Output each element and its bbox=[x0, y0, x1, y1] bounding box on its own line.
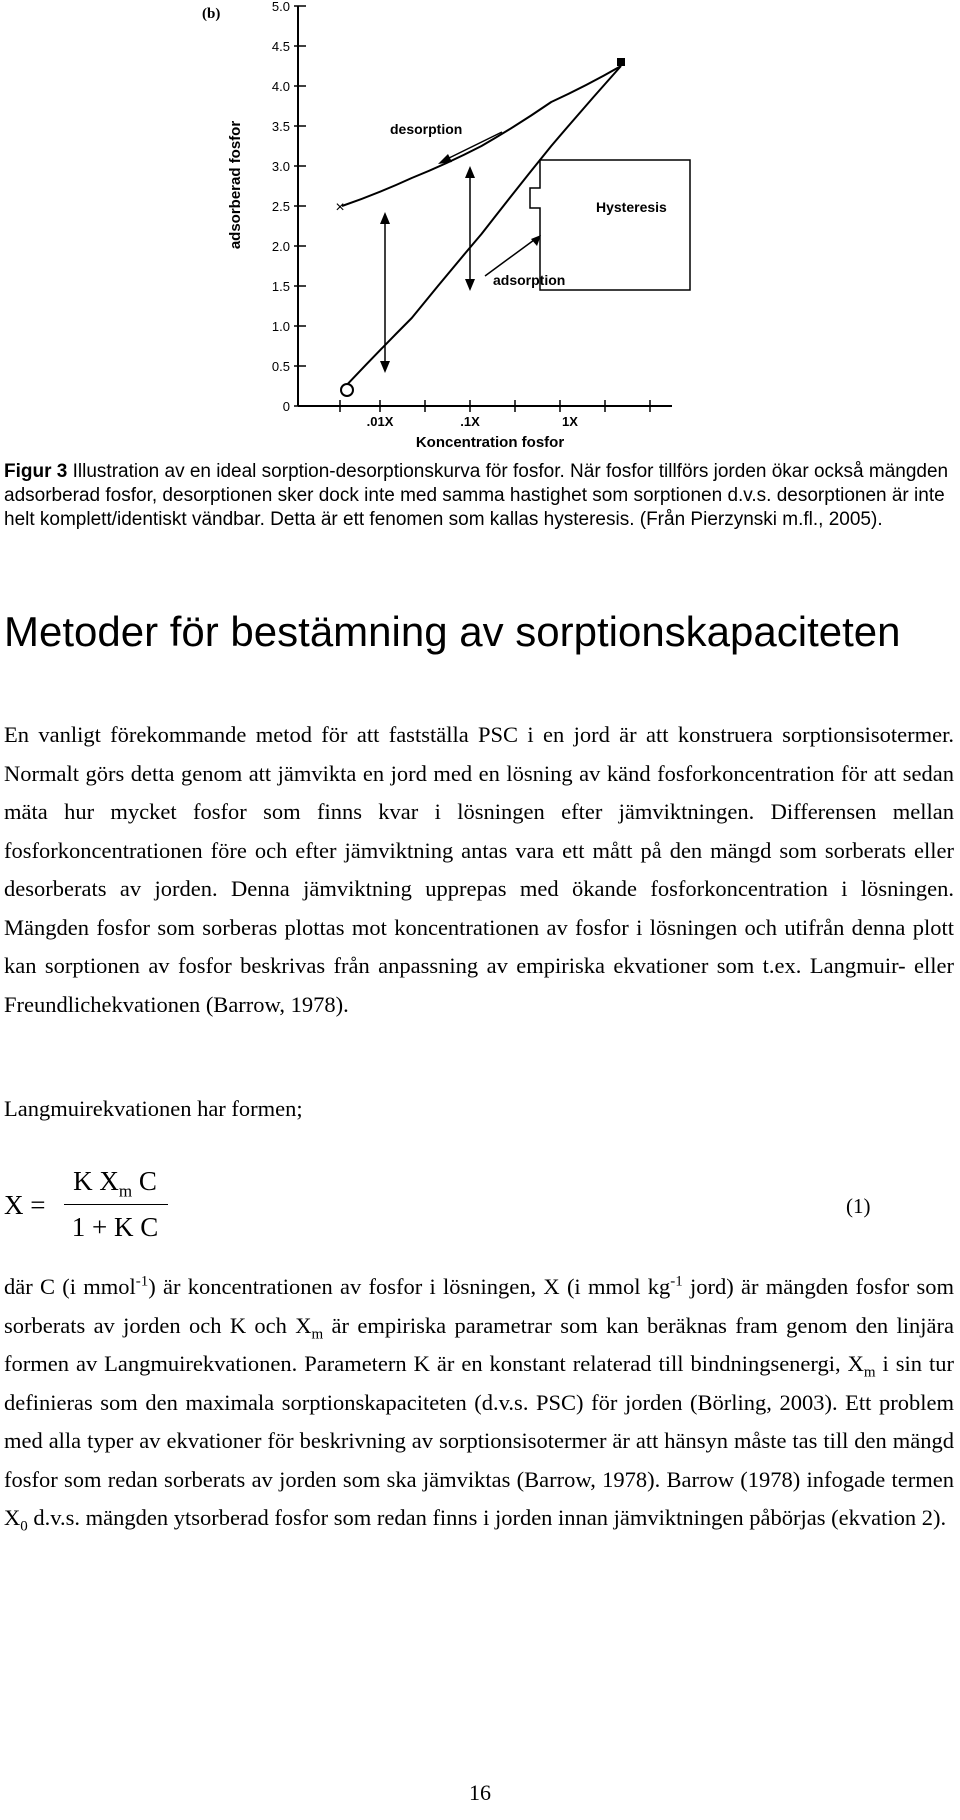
equation-lhs: X = bbox=[4, 1190, 46, 1220]
hysteresis-callout bbox=[530, 160, 690, 290]
y-tick-label: 1.0 bbox=[271, 319, 290, 334]
y-tick-label: 4.5 bbox=[271, 39, 290, 54]
x-tick-label: .1X bbox=[460, 414, 480, 429]
page-number: 16 bbox=[469, 1780, 491, 1805]
paragraph-2: Langmuirekvationen har formen; bbox=[4, 1096, 303, 1121]
adsorption-curve bbox=[342, 66, 621, 390]
caption-text: Illustration av en ideal sorption-desorptionskurva för fosfor. När fosfor tillförs jorden ökar också mängden adsorberad fosfor, desorptionen sker dock inte med samma hastighet som sorptionen d.v.s. desorptionen är inte helt komplett/identiskt vändbar. Detta är ett fenomen som kallas hysteresis. (Från Pierzynski m.fl., 2005). bbox=[4, 461, 949, 530]
caption-label: Figur 3 bbox=[4, 461, 68, 482]
panel-label: (b) bbox=[202, 6, 221, 22]
fraction-bar bbox=[64, 1204, 168, 1205]
adsorption-start-marker bbox=[341, 384, 353, 396]
y-axis-label: adsorberad fosfor bbox=[227, 120, 244, 250]
y-tick-label: 3.0 bbox=[271, 159, 290, 174]
y-tick-label: 0 bbox=[282, 399, 290, 414]
turning-point-marker bbox=[617, 58, 625, 66]
y-ticks bbox=[272, 0, 306, 414]
hysteresis-chart bbox=[150, 0, 710, 460]
y-tick-label: 4.0 bbox=[271, 79, 290, 94]
y-tick-label: 5.0 bbox=[271, 0, 290, 14]
hysteresis-gap-arrow-right bbox=[465, 166, 475, 291]
x-tick-label: .01X bbox=[366, 414, 394, 429]
y-tick-label: 1.5 bbox=[271, 279, 290, 294]
desorption-curve bbox=[342, 66, 621, 206]
equation-numerator: K $X_m$ C bbox=[73, 1166, 157, 1201]
y-tick-label: 2.0 bbox=[271, 239, 290, 254]
section-heading: Metoder för bestämning av sorptionskapaciteten bbox=[4, 608, 901, 655]
x-axis-label: Koncentration fosfor bbox=[415, 434, 565, 451]
x-ticks bbox=[340, 400, 650, 429]
hysteresis-figure bbox=[150, 0, 710, 460]
hysteresis-label: Hysteresis bbox=[596, 199, 667, 215]
paragraph-1: En vanligt förekommande metod för att fastställa PSC i en jord är att konstruera sorptionsisotermer. Normalt görs detta genom att jämvikta en jord med en lösning av känd fosforkoncentration för att sedan mäta hur mycket fosfor som finns kvar i lösningen efter jämviktningen. Differensen mellan fosforkoncentrationen före och efter jämviktning antas vara ett mått på den mängd som sorberats eller desorberats av jorden. Denna jämviktning upprepas med ökande fosforkoncentration i lösningen. Mängden fosfor som sorberas plottas mot koncentrationen av fosfor i lösningen och utifrån denna plott kan sorptionen av fosfor beskrivas från anpassning av empiriska ekvationer som t.ex. Langmuir- eller Freundlichekvationen (Barrow, 1978). bbox=[4, 722, 954, 1017]
paragraph-3: där C (i mmol$^{-1}$) är koncentrationen av fosfor i lösningen, X (i mmol $kg^{-1}$ jord) är mängden fosfor som sorberats av jorden och K och $X_m$ är empiriska parametrar som kan beräknas fram genom den linjära formen av Langmuirekvationen. Parametern K är en konstant relaterad till bindningsenergi, $X_m$ i sin tur definieras som den maximala sorptionskapaciteten (d.v.s. PSC) för jorden (Börling, 2003). Ett problem med alla typer av ekvationer för beskrivning av sorptionsisotermer är att hänsyn måste tas till den mängd fosfor som redan sorberats av jorden som ska jämviktas (Barrow, 1978). Barrow (1978) infogade termen $X_0$ d.v.s. mängden ytsorberad fosfor som redan finns i jorden innan jämviktningen påbörjas (ekvation 2). bbox=[4, 1273, 955, 1535]
equation-number: (1) bbox=[846, 1194, 871, 1218]
y-tick-label: 3.5 bbox=[271, 119, 290, 134]
y-tick-label: 2.5 bbox=[271, 199, 290, 214]
adsorption-arrow bbox=[485, 235, 541, 276]
figure-caption bbox=[4, 460, 954, 532]
desorption-label: desorption bbox=[390, 121, 463, 137]
langmuir-equation bbox=[4, 1164, 954, 1254]
equation-denominator: 1 + K C bbox=[71, 1212, 159, 1242]
y-tick-label: 0.5 bbox=[271, 359, 290, 374]
desorption-end-marker: × bbox=[335, 199, 345, 216]
adsorption-label: adsorption bbox=[493, 272, 566, 288]
x-tick-label: 1X bbox=[562, 414, 578, 429]
